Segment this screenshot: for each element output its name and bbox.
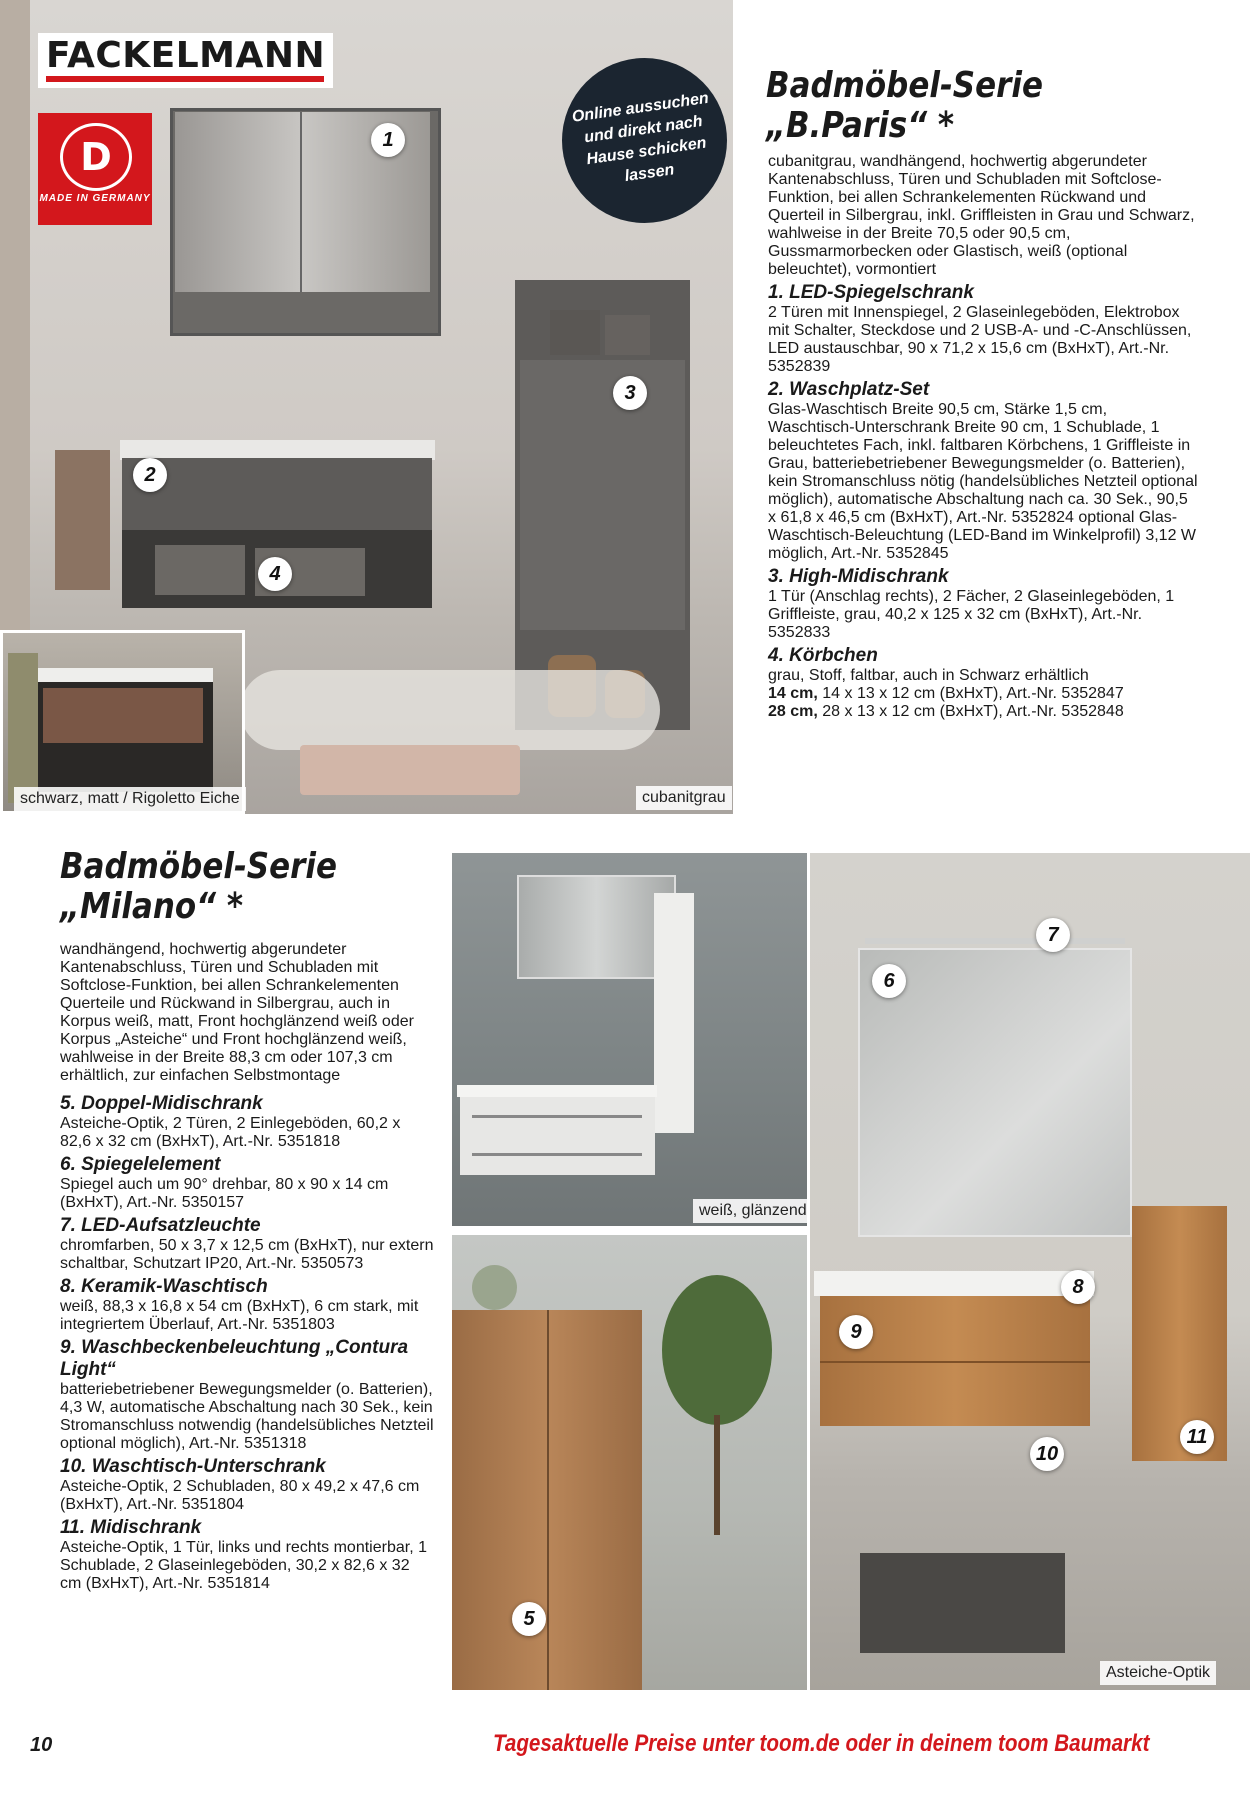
- item-title: 1. LED-Spiegelschrank: [768, 282, 974, 303]
- item-title: 8. Keramik-Waschtisch: [60, 1276, 268, 1297]
- marker-7: 7: [1036, 918, 1070, 952]
- marker-8: 8: [1061, 1270, 1095, 1304]
- item-title: 6. Spiegelelement: [60, 1154, 221, 1175]
- footer-tagline: Tagesaktuelle Preise unter toom.de oder in deinem toom Baumarkt: [493, 1730, 1150, 1757]
- marker-5: 5: [512, 1602, 546, 1636]
- item-title: 7. LED-Aufsatzleuchte: [60, 1215, 261, 1236]
- item-title: 2. Waschplatz-Set: [768, 379, 930, 400]
- milano-description: wandhängend, hochwertig abgerundeter Kantenabschluss, Türen und Schubladen mit Softclose-Funktion, bei allen Schrankelementen Querteile und Rückwand in Silbergrau, auch in Korpus weiß, matt, Front hochglänzend weiß oder Korpus „Asteiche“ und Front hochglänzend weiß, wahlweise in der Breite 88,3 cm oder 107,3 cm erhältlich, zur einfachen Selbstmontage 5. Doppel-Midischrank Asteiche-Optik, 2 Türen, 2 Einlegeböden, 60,2 x 82,6 x 32 cm (BxHxT), Art.-Nr. 5351818 6. Spiegelelement Spiegel auch um 90° drehbar, 80 x 90 x 14 cm (BxHxT), Art.-Nr. 5350157 7. LED-Aufsatzleuchte chromfarben, 50 x 3,7 x 12,5 cm (BxHxT), nur extern schaltbar, Schutzart IP20, Art.-Nr. 5350573 8. Keramik-Waschtisch weiß, 88,3 x 16,8 x 54 cm (BxHxT), 6 cm stark, mit integriertem Überlauf, Art.-Nr. 5351803 9. Waschbeckenbeleuchtung „Contura Light“ batteriebetriebener Bewegungsmelder (o. Batterien), 4,3 W, automatische Abschaltung nach 30 Sek., kein Stromanschluss notwendig (handelsübliches Netzteil optional möglich), Art.-Nr. 5351318 10. Waschtisch-Unterschrank Asteiche-Optik, 2 Schubladen, 80 x 49,2 x 47,6 cm (BxHxT), Art.-Nr. 5351804 11. Midischrank Asteiche-Optik, 1 Tür, links und rechts montierbar, 1 Schublade, 2 Glaseinlegeböden, 30,2 x 82,6 x 32 cm (BxHxT), Art.-Nr. 5351814: [60, 941, 434, 1592]
- online-order-badge: Online aussuchen und direkt nach Hause schicken lassen: [562, 58, 727, 223]
- marker-1: 1: [371, 123, 405, 157]
- item-title: 10. Waschtisch-Unterschrank: [60, 1456, 326, 1477]
- marker-3: 3: [613, 376, 647, 410]
- item-title: 4. Körbchen: [768, 645, 878, 666]
- milano-oak-cabinet-photo: [452, 1235, 807, 1690]
- item-title: 3. High-Midischrank: [768, 566, 949, 587]
- bparis-description: cubanitgrau, wandhängend, hochwertig abgerundeter Kantenabschluss, Türen und Schubladen mit Softclose-Funktion, bei allen Schrankelementen Rückwand und Querteil in Silbergrau, inkl. Griffleisten in Grau und Schwarz, wahlweise in der Breite 70,5 oder 90,5 cm, Gussmarmorbecken oder Glastisch, weiß (optional beleuchtet), vormontiert 1. LED-Spiegelschrank 2 Türen mit Innenspiegel, 2 Glaseinlegeböden, Elektrobox mit Schalter, Steckdose und 2 USB-A- und -C-Anschlüssen, LED austauschbar, 90 x 71,2 x 15,6 cm (BxHxT), Art.-Nr. 5352839 2. Waschplatz-Set Glas-Waschtisch Breite 90,5 cm, Stärke 1,5 cm, Waschtisch-Unterschrank Breite 90 cm, 1 Schublade, 1 beleuchtetes Fach, inkl. faltbaren Körbchens, 1 Griffleiste in Grau, batteriebetriebener Bewegungsmelder (o. Batterien), kein Stromanschluss nötig (handelsübliches Netzteil optional möglich), automatische Abschaltung nach ca. 30 Sek., 90,5 x 61,8 x 46,5 cm (BxHxT), Art.-Nr. 5352824 optional Glas-Waschtisch-Beleuchtung (LED-Band im Winkelprofil) 3,12 W möglich, Art.-Nr. 5352845 3. High-Midischrank 1 Tür (Anschlag rechts), 2 Fächer, 2 Glaseinlegeböden, 1 Griffleiste, grau, 40,2 x 125 x 32 cm (BxHxT), Art.-Nr. 5352833 4. Körbchen grau, Stoff, faltbar, auch in Schwarz erhältlich 14 cm, 14 x 13 x 12 cm (BxHxT), Art.-Nr. 5352847 28 cm, 28 x 13 x 12 cm (BxHxT), Art.-Nr. 5352848: [768, 153, 1198, 720]
- variant-caption: schwarz, matt / Rigoletto Eiche: [14, 787, 246, 811]
- fackelmann-logo: FACKELMANN: [38, 33, 333, 88]
- bparis-title: Badmöbel-Serie „B.Paris“ *: [766, 65, 1043, 146]
- made-in-germany-badge: D MADE IN GERMANY: [38, 113, 152, 225]
- color-caption: cubanitgrau: [636, 786, 732, 810]
- marker-6: 6: [872, 964, 906, 998]
- milano-title: Badmöbel-Serie „Milano“ *: [60, 846, 337, 927]
- marker-10: 10: [1030, 1437, 1064, 1471]
- white-variant-caption: weiß, glänzend: [693, 1199, 813, 1223]
- oak-variant-caption: Asteiche-Optik: [1100, 1661, 1216, 1685]
- marker-11: 11: [1180, 1420, 1214, 1454]
- milano-white-photo: [452, 853, 807, 1226]
- marker-9: 9: [839, 1315, 873, 1349]
- item-title: 11. Midischrank: [60, 1517, 202, 1538]
- marker-2: 2: [133, 458, 167, 492]
- page-number: 10: [30, 1734, 53, 1756]
- item-title: 9. Waschbeckenbeleuchtung „Contura Light“: [60, 1337, 409, 1380]
- marker-4: 4: [258, 557, 292, 591]
- item-title: 5. Doppel-Midischrank: [60, 1093, 263, 1114]
